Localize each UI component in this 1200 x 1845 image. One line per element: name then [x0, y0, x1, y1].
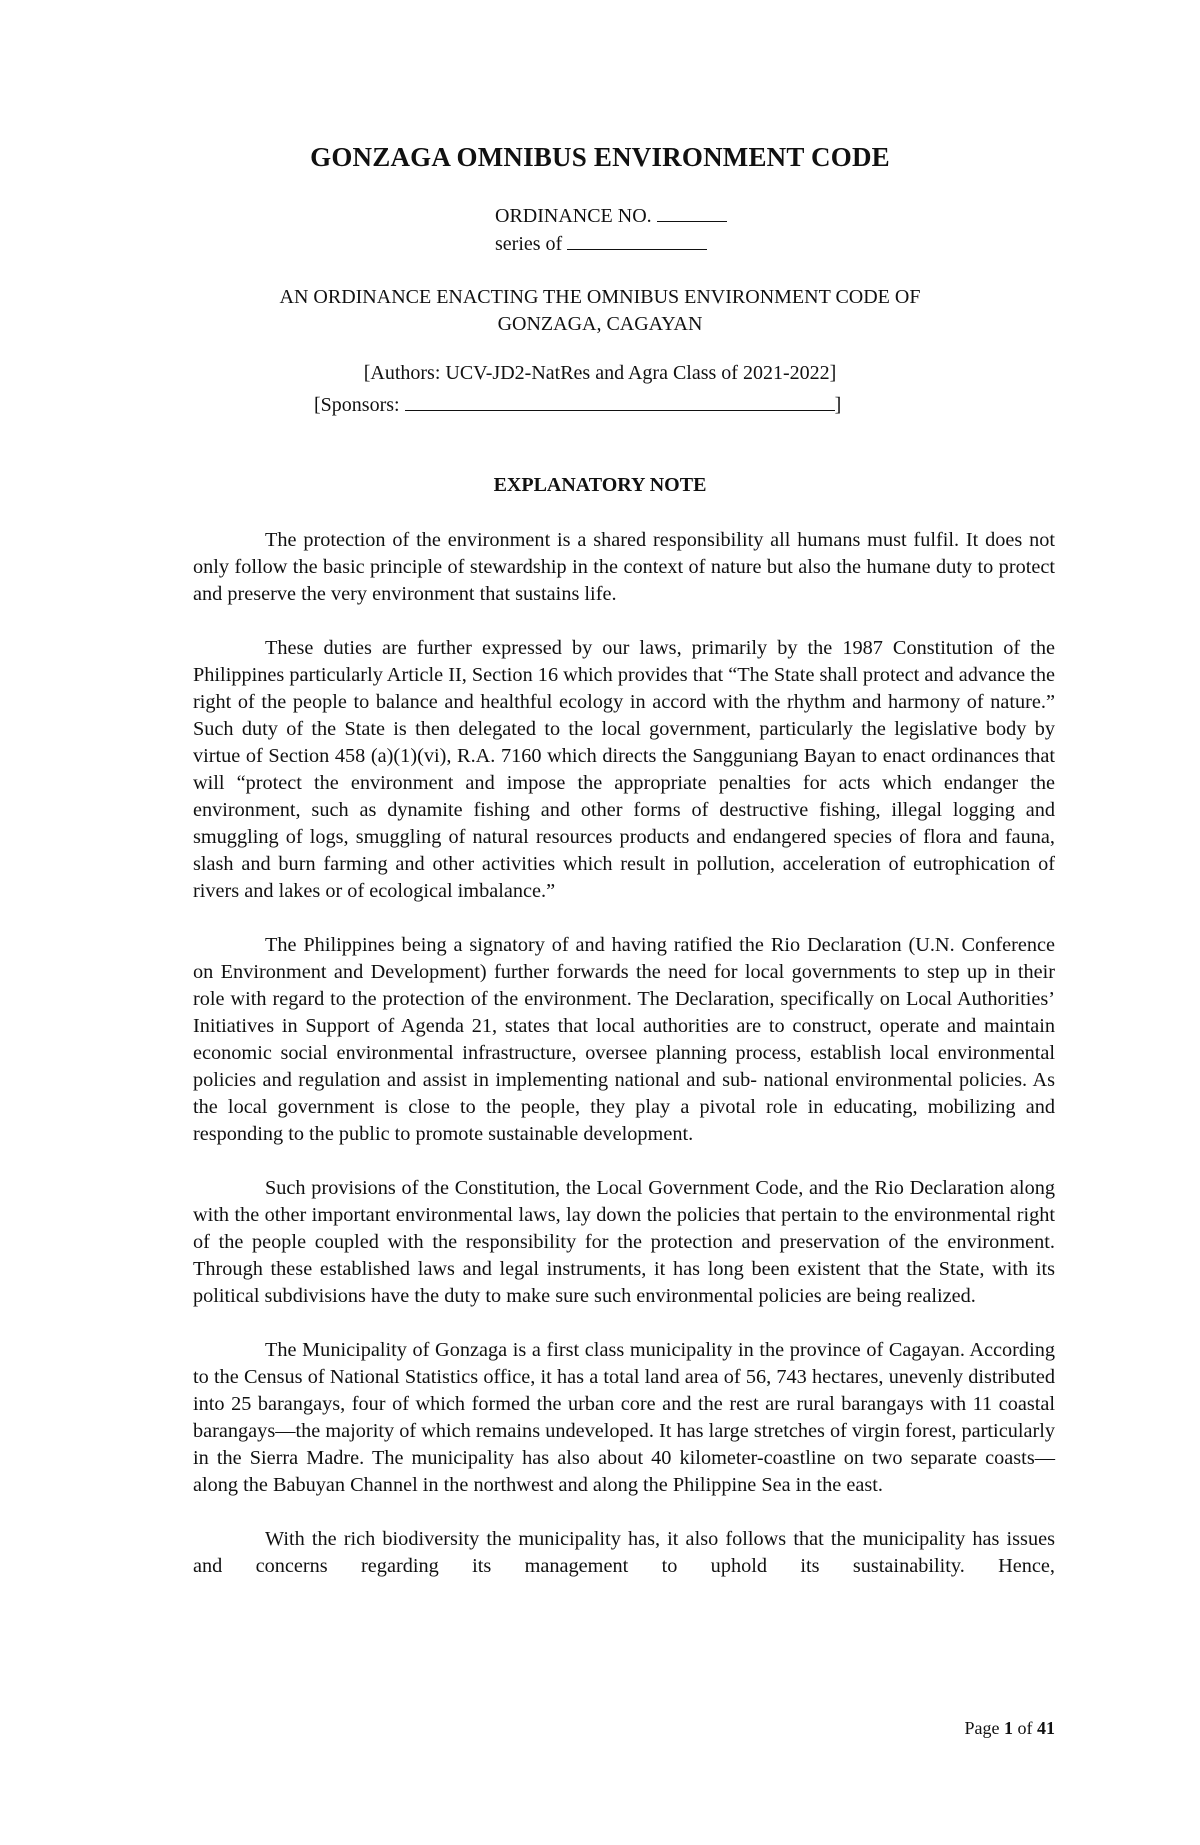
body-text	[193, 527, 1055, 1607]
page-label: Page	[964, 1718, 1000, 1738]
total-pages: 41	[1037, 1718, 1055, 1738]
subtitle-line-2: GONZAGA, CAGAYAN	[497, 313, 703, 335]
sponsors-close: ]	[834, 394, 842, 416]
page-number: 1	[1004, 1718, 1013, 1738]
sponsors-line	[314, 392, 841, 417]
authors-line: [Authors: UCV-JD2-NatRes and Agra Class of 2021-2022]	[363, 362, 837, 384]
ordinance-block	[495, 202, 727, 258]
of-label: of	[1017, 1718, 1033, 1738]
paragraph: Such provisions of the Constitution, the Local Government Code, and the Rio Declaration along with the other important environmental laws, lay down the policies that pertain to the environmental right of the people coupled with the responsibility for the protection and preservation of the environment. Through these established laws and legal instruments, it has long been existent that the State, with its political subdivisions have the duty to make sure such environmental policies are being realized.	[193, 1177, 1055, 1307]
ordinance-number-blank	[657, 203, 727, 222]
ordinance-number-label: ORDINANCE NO.	[495, 205, 652, 227]
paragraph: The Philippines being a signatory of and having ratified the Rio Declaration (U.N. Conference on Environment and Development) further forwards the need for local governments to step up in their role with regard to the protection of the environment. The Declaration, specifically on Local Authorities’ Initiatives in Support of Agenda 21, states that local authorities are to construct, operate and maintain economic social environmental infrastructure, oversee planning process, establish local environmental policies and regulation and assist in implementing national and sub- national environmental policies. As the local government is close to the people, they play a pivotal role in educating, mobilizing and responding to the public to promote sustainable development.	[193, 934, 1055, 1145]
paragraph: These duties are further expressed by our laws, primarily by the 1987 Constitution of the Philippines particularly Article II, Section 16 which provides that “The State shall protect and advance the right of the people to balance and healthful ecology in accord with the rhythm and harmony of nature.” Such duty of the State is then delegated to the local government, particularly the legislative body by virtue of Section 458 (a)(1)(vi), R.A. 7160 which directs the Sangguniang Bayan to enact ordinances that will “protect the environment and impose the appropriate penalties for acts which endanger the environment, such as dynamite fishing and other forms of destructive fishing, illegal logging and smuggling of logs, smuggling of natural resources products and endangered species of flora and fauna, slash and burn farming and other activities which result in pollution, acceleration of eutrophication of rivers and lakes or of ecological imbalance.”	[193, 637, 1055, 902]
section-heading: EXPLANATORY NOTE	[493, 474, 707, 496]
subtitle-line-1: AN ORDINANCE ENACTING THE OMNIBUS ENVIRONMENT CODE OF	[279, 286, 921, 308]
sponsors-blank	[405, 392, 835, 411]
sponsors-label: [Sponsors:	[314, 394, 400, 416]
series-label: series of	[495, 233, 563, 255]
document-title: GONZAGA OMNIBUS ENVIRONMENT CODE	[310, 142, 890, 172]
series-blank	[567, 231, 707, 250]
ordinance-subtitle	[0, 284, 1200, 338]
paragraph: With the rich biodiversity the municipality has, it also follows that the municipality has issues and concerns regarding its management to uphold its sustainability. Hence,	[193, 1528, 1055, 1577]
paragraph: The protection of the environment is a shared responsibility all humans must fulfil. It does not only follow the basic principle of stewardship in the context of nature but also the humane duty to protect and preserve the very environment that sustains life.	[193, 529, 1055, 605]
page-footer	[965, 1718, 1056, 1739]
paragraph: The Municipality of Gonzaga is a first class municipality in the province of Cagayan. According to the Census of National Statistics office, it has a total land area of 56, 743 hectares, unevenly distributed into 25 barangays, four of which formed the urban core and the rest are rural barangays with 11 coastal barangays—the majority of which remains undeveloped. It has large stretches of virgin forest, particularly in the Sierra Madre. The municipality has also about 40 kilometer-coastline on two separate coasts—along the Babuyan Channel in the northwest and along the Philippine Sea in the east.	[193, 1339, 1055, 1496]
